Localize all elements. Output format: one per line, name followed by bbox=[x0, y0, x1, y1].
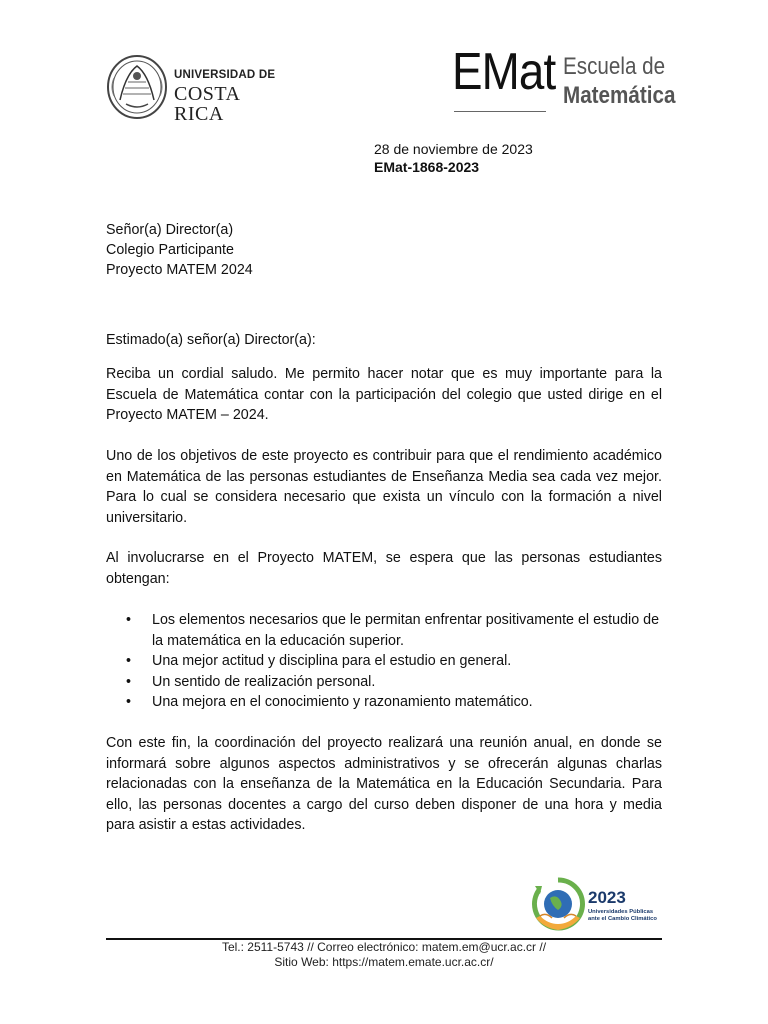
paragraph-expectations: Al involucrarse en el Proyecto MATEM, se espera que las personas estudiantes obtengan: bbox=[106, 550, 662, 587]
globe-hands-icon bbox=[530, 876, 586, 936]
list-item bbox=[126, 692, 662, 713]
list-item-text: Un sentido de realización personal. bbox=[152, 673, 376, 690]
emat-logo-rule bbox=[454, 111, 546, 112]
ucr-wordmark-line2: COSTA RICA bbox=[174, 82, 240, 125]
badge-caption bbox=[588, 909, 657, 922]
bullet-icon: • bbox=[126, 673, 132, 690]
paragraph-intro: Reciba un cordial saludo. Me permito hacer notar que es muy importante para la Escuela de Matemática contar con la participación del colegio que usted dirige en el Proyecto MATEM – 2024. bbox=[106, 366, 662, 423]
emat-wordmark: EMat bbox=[452, 43, 556, 101]
emat-school-line1: Escuela de bbox=[563, 53, 666, 80]
bullet-icon: • bbox=[126, 653, 132, 669]
ucr-wordmark-line1: UNIVERSIDAD DE bbox=[174, 69, 276, 81]
badge-year: 2023 bbox=[588, 888, 626, 907]
ucr-seal-icon bbox=[106, 54, 168, 120]
badge-caption-line2: ante el Cambio Climático bbox=[588, 915, 657, 922]
recipient-block bbox=[106, 220, 662, 280]
ucr-wordmark bbox=[174, 70, 276, 124]
date-block bbox=[374, 140, 533, 176]
recipient-line2: Colegio Participante bbox=[106, 242, 234, 258]
paragraph-meeting: Con este fin, la coordinación del proyecto realizará una reunión anual, en donde se informará sobre algunos aspectos administrativos y se ofrecerán algunas charlas relacionadas con la enseñanza de la Matemática en la Educación Secundaria. Para ello, las personas docentes a cargo del curso deben disponer de una hora y media para asistir a estas actividades. bbox=[106, 735, 662, 833]
list-item-text: Los elementos necesarios que le permitan enfrentar positivamente el estudio de la matemática en la educación superior. bbox=[152, 612, 660, 649]
paragraph-objectives: Uno de los objetivos de este proyecto es contribuir para que el rendimiento académico en Matemática de las personas estudiantes de Enseñanza Media sea cada vez mejor. Para lo cual se considera necesario que exista un vínculo con la formación a nivel universitario. bbox=[106, 448, 662, 526]
expectations-list bbox=[126, 610, 662, 713]
letter-reference: EMat-1868-2023 bbox=[374, 159, 480, 175]
greeting: Estimado(a) señor(a) Director(a): bbox=[106, 332, 316, 348]
list-item bbox=[126, 610, 662, 651]
footer-contact: Tel.: 2511-5743 // Correo electrónico: matem.em@ucr.ac.cr // bbox=[221, 940, 547, 954]
list-item-text: Una mejora en el conocimiento y razonamiento matemático. bbox=[152, 694, 533, 710]
bullet-icon: • bbox=[126, 612, 132, 628]
letter-date: 28 de noviembre de 2023 bbox=[374, 141, 533, 157]
recipient-line3: Proyecto MATEM 2024 bbox=[106, 262, 253, 278]
climate-badge bbox=[530, 876, 665, 936]
list-item-text: Una mejor actitud y disciplina para el estudio en general. bbox=[152, 653, 512, 669]
ucr-logo bbox=[106, 54, 276, 125]
recipient-line1: Señor(a) Director(a) bbox=[106, 222, 234, 238]
footer-website: Sitio Web: https://matem.emate.ucr.ac.cr/ bbox=[274, 955, 494, 969]
emat-school-name bbox=[563, 54, 694, 108]
bullet-icon: • bbox=[126, 694, 132, 710]
list-item bbox=[126, 651, 662, 672]
emat-school-line2: Matemática bbox=[563, 82, 676, 110]
list-item bbox=[126, 672, 662, 693]
emat-logo bbox=[452, 43, 676, 118]
badge-caption-line1: Universidades Públicas bbox=[588, 909, 654, 915]
